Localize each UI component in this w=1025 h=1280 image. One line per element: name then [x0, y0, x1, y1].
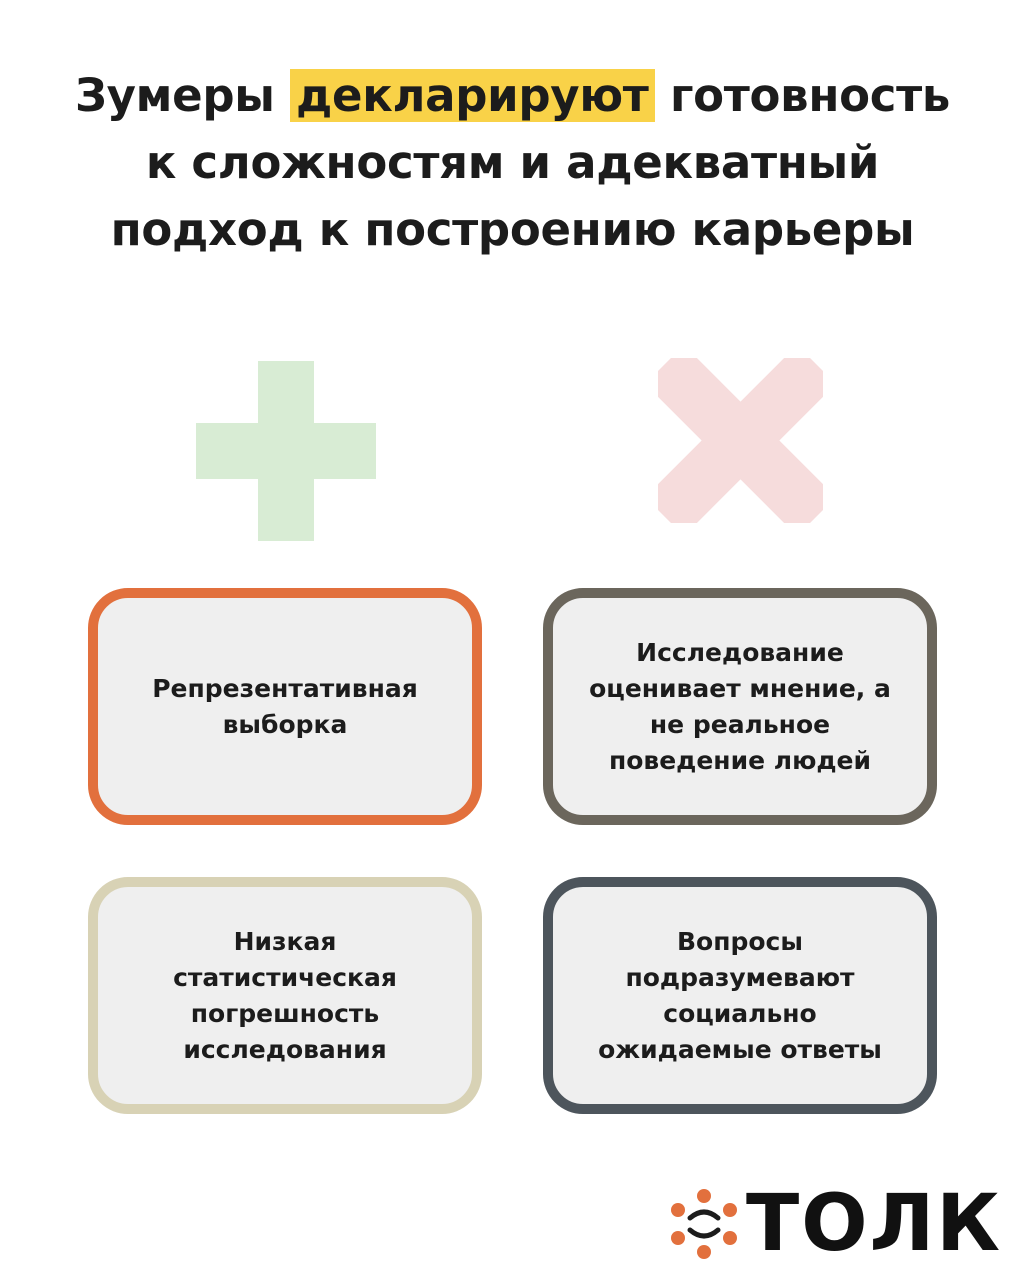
headline: [60, 62, 965, 263]
pro-card-text: Репрезентативная выборка: [152, 673, 418, 739]
headline-text-start: Зумеры: [74, 69, 291, 122]
con-card-text: Исследование оценивает мнение, а не реальное поведение людей: [589, 637, 891, 775]
pro-card-low-error: [88, 877, 482, 1114]
headline-text-end: готовность к сложностям и адекватный подход к построению карьеры: [110, 69, 951, 256]
brand-logo: [670, 1179, 1003, 1269]
pro-card-representative-sample: [88, 588, 482, 825]
brand-mark-icon: [670, 1188, 738, 1260]
brand-name: ТОЛК: [746, 1179, 1003, 1269]
con-card-socially-expected-answers: [543, 877, 937, 1114]
pro-card-text: Низкая статистическая погрешность исследования: [173, 926, 397, 1064]
cross-icon: [658, 358, 823, 523]
con-card-opinion-not-behavior: [543, 588, 937, 825]
headline-highlight: декларируют: [290, 69, 655, 122]
plus-icon: [196, 361, 376, 541]
con-card-text: Вопросы подразумевают социально ожидаемые ответы: [598, 926, 882, 1064]
